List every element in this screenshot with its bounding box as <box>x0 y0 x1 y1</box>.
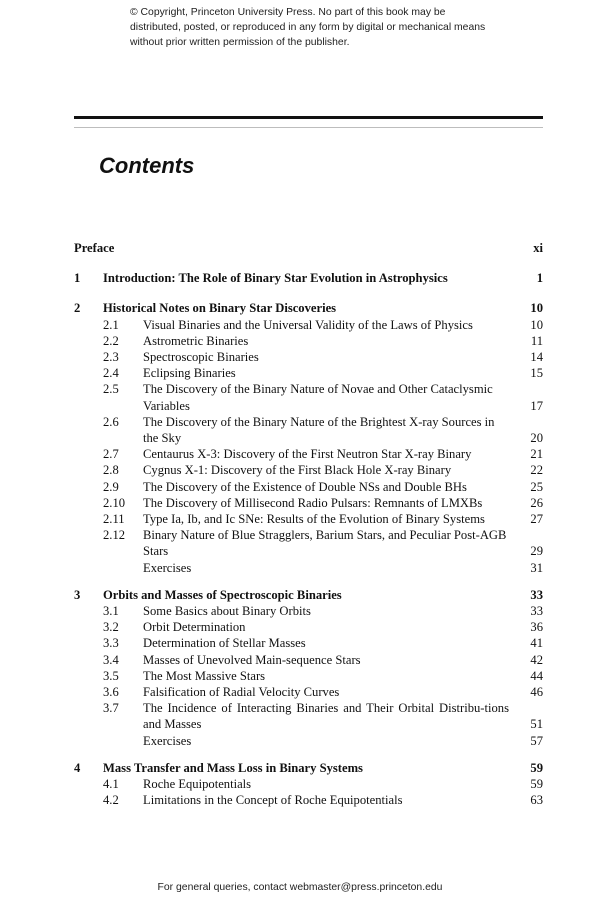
toc-section[interactable] <box>74 700 543 732</box>
toc-exercises[interactable] <box>74 733 543 749</box>
section-page: 33 <box>530 604 543 619</box>
toc-section[interactable] <box>74 527 543 559</box>
chapter-page: 33 <box>530 587 543 602</box>
section-page: 22 <box>530 463 543 478</box>
section-title: Roche Equipotentials <box>143 777 252 792</box>
preface-page: xi <box>533 241 543 255</box>
section-title: The Most Massive Stars <box>143 668 266 683</box>
toc-section[interactable] <box>74 652 543 668</box>
section-page: 63 <box>530 793 543 808</box>
section-title: Visual Binaries and the Universal Validity of the Laws of Physics <box>143 317 473 332</box>
section-number: 2.12 <box>103 528 126 543</box>
section-title: Eclipsing Binaries <box>143 366 236 381</box>
section-page: 51 <box>530 717 543 732</box>
section-title: Centaurus X-3: Discovery of the First Neutron Star X-ray Binary <box>143 447 472 462</box>
section-title: Astrometric Binaries <box>143 333 249 348</box>
section-page: 31 <box>530 560 543 575</box>
toc-section[interactable] <box>74 792 543 808</box>
section-page: 46 <box>530 685 543 700</box>
section-number: 2.1 <box>103 317 119 332</box>
section-number: 3.6 <box>103 685 119 700</box>
section-title: Falsification of Radial Velocity Curves <box>143 685 340 700</box>
section-page: 26 <box>530 495 543 510</box>
section-title: Exercises <box>143 560 192 575</box>
section-page: 41 <box>530 636 543 651</box>
section-number: 3.2 <box>103 620 119 635</box>
footer-contact: For general queries, contact webmaster@press.princeton.edu <box>157 882 443 893</box>
section-number: 3.5 <box>103 668 119 683</box>
toc-section[interactable] <box>74 317 543 333</box>
toc-section[interactable] <box>74 446 543 462</box>
section-number: 2.4 <box>103 366 119 381</box>
chapter-number: 3 <box>74 587 81 602</box>
toc-section[interactable] <box>74 365 543 381</box>
chapter-number: 2 <box>74 301 81 316</box>
section-title: The Discovery of the Existence of Double NSs and Double BHs <box>143 479 467 494</box>
section-number: 2.6 <box>103 414 119 429</box>
section-number: 2.7 <box>103 447 119 462</box>
preface-label: Preface <box>74 241 115 255</box>
toc-section[interactable] <box>74 684 543 700</box>
toc-chapter[interactable] <box>74 587 543 603</box>
copyright-notice: © Copyright, Princeton University Press. No part of this book may be distributed, posted, or reproduced in any form by digital or mechanical means without prior written permission of the publisher. <box>130 7 486 48</box>
chapter-page: 59 <box>530 760 543 775</box>
section-title: Binary Nature of Blue Stragglers, Barium Stars, and Peculiar Post-AGB Stars <box>143 528 507 559</box>
section-title: Some Basics about Binary Orbits <box>143 604 311 619</box>
chapter-page: 10 <box>530 301 543 316</box>
chapter-title: Historical Notes on Binary Star Discoveries <box>103 301 337 316</box>
section-title: Type Ia, Ib, and Ic SNe: Results of the Evolution of Binary Systems <box>143 512 485 527</box>
section-page: 36 <box>530 620 543 635</box>
section-number: 2.5 <box>103 382 119 397</box>
toc-section[interactable] <box>74 619 543 635</box>
header-rule-thick <box>74 116 543 119</box>
section-number: 2.3 <box>103 350 119 365</box>
section-page: 27 <box>530 512 543 527</box>
section-title: Determination of Stellar Masses <box>143 636 306 651</box>
section-page: 59 <box>530 777 543 792</box>
section-number: 4.2 <box>103 793 119 808</box>
toc-section[interactable] <box>74 333 543 349</box>
section-number: 3.1 <box>103 604 119 619</box>
section-page: 25 <box>530 479 543 494</box>
toc-section[interactable] <box>74 381 543 413</box>
toc-preface[interactable] <box>74 240 543 256</box>
section-number: 2.10 <box>103 495 126 510</box>
toc-section[interactable] <box>74 479 543 495</box>
section-title: Exercises <box>143 733 192 748</box>
chapter-number: 1 <box>74 271 81 286</box>
section-number: 2.9 <box>103 479 119 494</box>
table-of-contents <box>74 240 543 809</box>
toc-chapter[interactable] <box>74 760 543 776</box>
section-title: The Discovery of the Binary Nature of the Brightest X-ray Sources in the Sky <box>143 414 495 446</box>
section-number: 3.4 <box>103 652 119 667</box>
section-page: 10 <box>530 317 543 332</box>
section-page: 17 <box>530 398 543 413</box>
chapter-number: 4 <box>74 760 81 775</box>
toc-section[interactable] <box>74 603 543 619</box>
section-title: Cygnus X-1: Discovery of the First Black Hole X-ray Binary <box>143 463 452 478</box>
section-page: 21 <box>530 447 543 462</box>
section-number: 4.1 <box>103 777 119 792</box>
section-title: The Incidence of Interacting Binaries and Their Orbital Distribu-tions and Masses <box>143 701 509 732</box>
section-number: 2.11 <box>103 512 125 527</box>
section-title: Masses of Unevolved Main-sequence Stars <box>143 652 361 667</box>
toc-section[interactable] <box>74 495 543 511</box>
section-title: Spectroscopic Binaries <box>143 350 259 365</box>
section-title: The Discovery of the Binary Nature of Novae and Other Cataclysmic Variables <box>143 382 493 413</box>
page-title: Contents <box>99 153 195 178</box>
toc-section[interactable] <box>74 349 543 365</box>
toc-exercises[interactable] <box>74 560 543 576</box>
toc-section[interactable] <box>74 414 543 446</box>
toc-section[interactable] <box>74 462 543 478</box>
toc-section[interactable] <box>74 668 543 684</box>
section-title: The Discovery of Millisecond Radio Pulsars: Remnants of LMXBs <box>143 495 483 510</box>
section-number: 3.3 <box>103 636 119 651</box>
section-page: 20 <box>530 431 543 446</box>
section-title: Orbit Determination <box>143 620 246 635</box>
section-page: 44 <box>530 668 543 683</box>
section-page: 29 <box>530 544 543 559</box>
section-number: 2.8 <box>103 463 119 478</box>
section-page: 11 <box>530 333 543 348</box>
section-page: 14 <box>530 350 543 365</box>
section-page: 42 <box>530 652 543 667</box>
toc-section[interactable] <box>74 511 543 527</box>
section-title: Limitations in the Concept of Roche Equipotentials <box>143 793 403 808</box>
toc-section[interactable] <box>74 776 543 792</box>
chapter-title: Introduction: The Role of Binary Star Evolution in Astrophysics <box>103 271 448 286</box>
toc-chapter[interactable] <box>74 300 543 316</box>
toc-section[interactable] <box>74 635 543 651</box>
chapter-page: 1 <box>536 271 543 286</box>
header-rule-thin <box>74 127 543 128</box>
section-number: 3.7 <box>103 701 119 716</box>
section-page: 15 <box>530 366 543 381</box>
chapter-title: Orbits and Masses of Spectroscopic Binaries <box>103 587 342 602</box>
toc-chapter[interactable] <box>74 270 543 286</box>
section-page: 57 <box>530 733 543 748</box>
section-number: 2.2 <box>103 333 119 348</box>
chapter-title: Mass Transfer and Mass Loss in Binary Systems <box>103 760 363 775</box>
